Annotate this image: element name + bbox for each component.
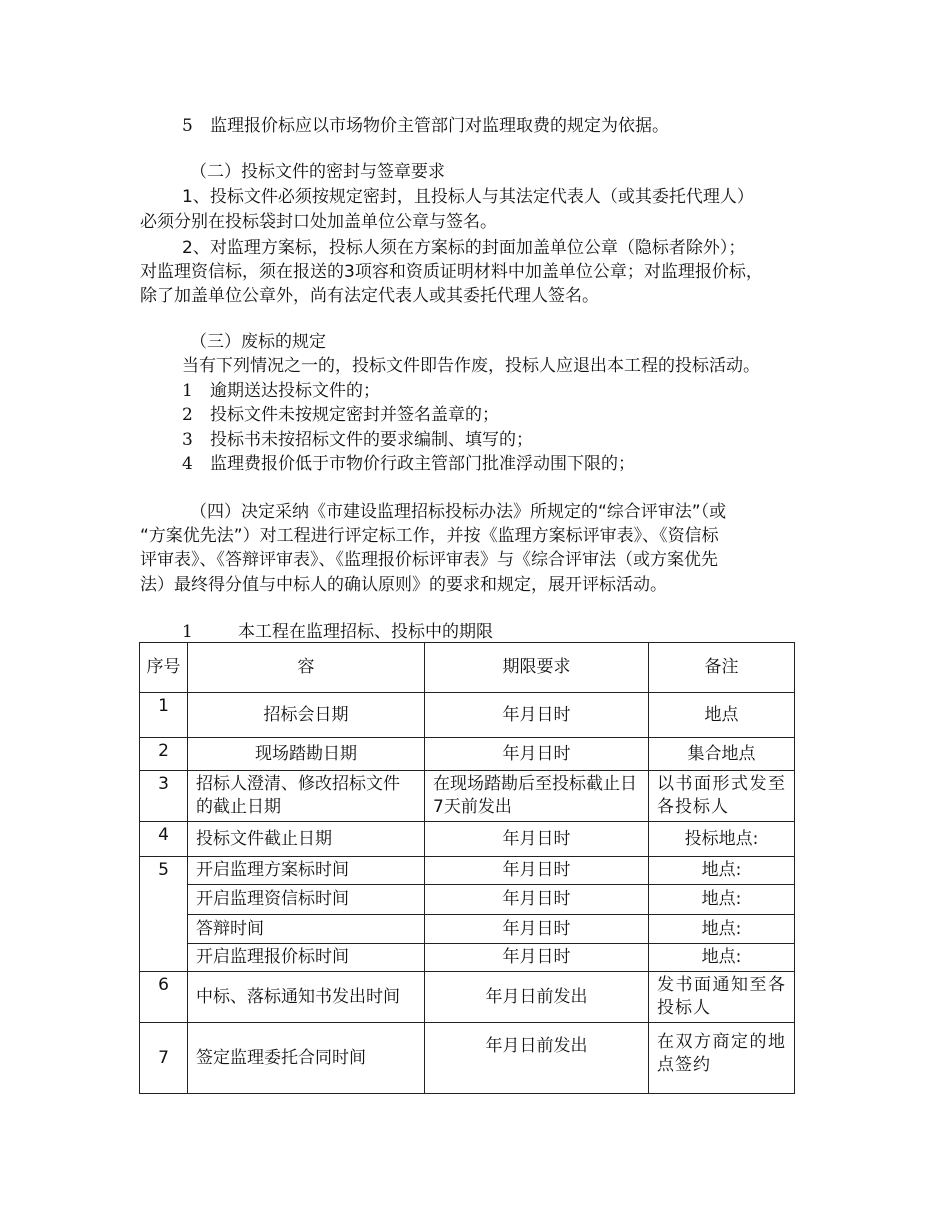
caption-text: 本工程在监理招标、投标中的期限 xyxy=(238,622,493,642)
cell-note: 投标地点: xyxy=(649,822,795,857)
item-number: 4 xyxy=(182,454,193,474)
cell-content: 中标、落标通知书发出时间 xyxy=(188,972,425,1023)
item-number: 3 xyxy=(182,430,193,450)
paragraph-line: “方案优先法”）对工程进行评定标工作，并按《监理方案标评审表》、《资信标 xyxy=(140,526,719,546)
deadline-table xyxy=(139,642,795,1094)
paragraph-line: 对监理资信标，须在报送的3项容和资质证明材料中加盖单位公章；对监理报价标， xyxy=(140,262,763,282)
cell-note: 地点: xyxy=(649,915,795,944)
cell-deadline: 年月日时 xyxy=(425,944,649,972)
table-row xyxy=(140,771,795,822)
cell-content: 现场踏勘日期 xyxy=(188,738,425,771)
item-text: 投标书未按招标文件的要求编制、填写的； xyxy=(210,430,533,450)
header-deadline: 期限要求 xyxy=(425,643,649,693)
cell-deadline: 年月日时 xyxy=(425,885,649,915)
cell-deadline: 年月日时 xyxy=(425,915,649,944)
cell-deadline: 年月日前发出 xyxy=(425,972,649,1023)
paragraph-line: 1、投标文件必须按规定密封，且投标人与其法定代表人（或其委托代理人） xyxy=(182,187,754,207)
header-seq: 序号 xyxy=(140,643,188,693)
paragraph-line: 必须分别在投标袋封口处加盖单位公章与签名。 xyxy=(140,212,497,232)
table-row xyxy=(140,738,795,771)
table-caption xyxy=(182,620,493,644)
item-number: 2 xyxy=(182,405,193,425)
paragraph-line: 评审表》、《答辩评审表》、《监理报价标评审表》与《综合评审法（或方案优先 xyxy=(140,550,718,570)
section-3-heading: （三）废标的规定 xyxy=(190,332,326,352)
table-header-row xyxy=(140,643,795,693)
cell-seq: 1 xyxy=(140,693,188,738)
cell-seq: 4 xyxy=(140,822,188,857)
cell-note: 集合地点 xyxy=(649,738,795,771)
item-5 xyxy=(182,114,669,138)
cell-content: 投标文件截止日期 xyxy=(188,822,425,857)
cell-note: 在双方商定的地点签约 xyxy=(649,1023,795,1094)
cell-deadline: 年月日时 xyxy=(425,738,649,771)
cell-note: 以书面形式发至各投标人 xyxy=(649,771,795,822)
cell-deadline: 在现场踏勘后至投标截止日7天前发出 xyxy=(425,771,649,822)
paragraph-line: （四）决定采纳《市建设监理招标投标办法》所规定的“综合评审法”（或 xyxy=(190,502,727,522)
table-row xyxy=(140,915,795,944)
cell-deadline: 年月日时 xyxy=(425,822,649,857)
item-text: 监理费报价低于市物价行政主管部门批准浮动围下限的； xyxy=(210,454,635,474)
cell-content: 开启监理报价标时间 xyxy=(188,944,425,972)
table-row xyxy=(140,857,795,885)
cell-content: 开启监理方案标时间 xyxy=(188,857,425,885)
paragraph-line: 法）最终得分值与中标人的确认原则》的要求和规定，展开评标活动。 xyxy=(140,575,667,595)
cell-seq: 5 xyxy=(140,857,188,972)
cell-content: 签定监理委托合同时间 xyxy=(188,1023,425,1094)
table-row xyxy=(140,944,795,972)
cell-seq: 7 xyxy=(140,1023,188,1094)
cell-deadline: 年月日时 xyxy=(425,857,649,885)
cell-note: 地点: xyxy=(649,885,795,915)
list-item xyxy=(182,428,533,452)
cell-seq: 3 xyxy=(140,771,188,822)
cell-note: 发书面通知至各投标人 xyxy=(649,972,795,1023)
caption-number: 1 xyxy=(182,622,193,642)
cell-seq: 6 xyxy=(140,972,188,1023)
cell-note: 地点: xyxy=(649,857,795,885)
item-number: 1 xyxy=(182,381,193,401)
cell-seq: 2 xyxy=(140,738,188,771)
paragraph-line: 除了加盖单位公章外，尚有法定代表人或其委托代理人签名。 xyxy=(140,286,599,306)
paragraph-line: 当有下列情况之一的，投标文件即告作废，投标人应退出本工程的投标活动。 xyxy=(182,356,760,376)
cell-content: 招标会日期 xyxy=(188,693,425,738)
cell-deadline: 年月日时 xyxy=(425,693,649,738)
section-2-heading: （二）投标文件的密封与签章要求 xyxy=(190,162,445,182)
table-row xyxy=(140,1023,795,1094)
cell-note: 地点: xyxy=(649,944,795,972)
table-row xyxy=(140,693,795,738)
table-row xyxy=(140,972,795,1023)
item-text: 投标文件未按规定密封并签名盖章的； xyxy=(210,405,499,425)
table-row xyxy=(140,822,795,857)
paragraph-line: 2、对监理方案标，投标人须在方案标的封面加盖单位公章（隐标者除外）； xyxy=(182,238,746,258)
item-text: 逾期送达投标文件的； xyxy=(210,381,380,401)
item-text: 监理报价标应以市场物价主管部门对监理取费的规定为依据。 xyxy=(210,116,669,136)
cell-note: 地点 xyxy=(649,693,795,738)
cell-deadline: 年月日前发出 xyxy=(425,1023,649,1094)
header-note: 备注 xyxy=(649,643,795,693)
list-item xyxy=(182,452,635,476)
list-item xyxy=(182,403,499,427)
cell-content: 招标人澄清、修改招标文件的截止日期 xyxy=(188,771,425,822)
item-number: 5 xyxy=(182,116,193,136)
list-item xyxy=(182,379,380,403)
table-row xyxy=(140,885,795,915)
cell-content: 答辩时间 xyxy=(188,915,425,944)
header-content: 容 xyxy=(188,643,425,693)
cell-content: 开启监理资信标时间 xyxy=(188,885,425,915)
